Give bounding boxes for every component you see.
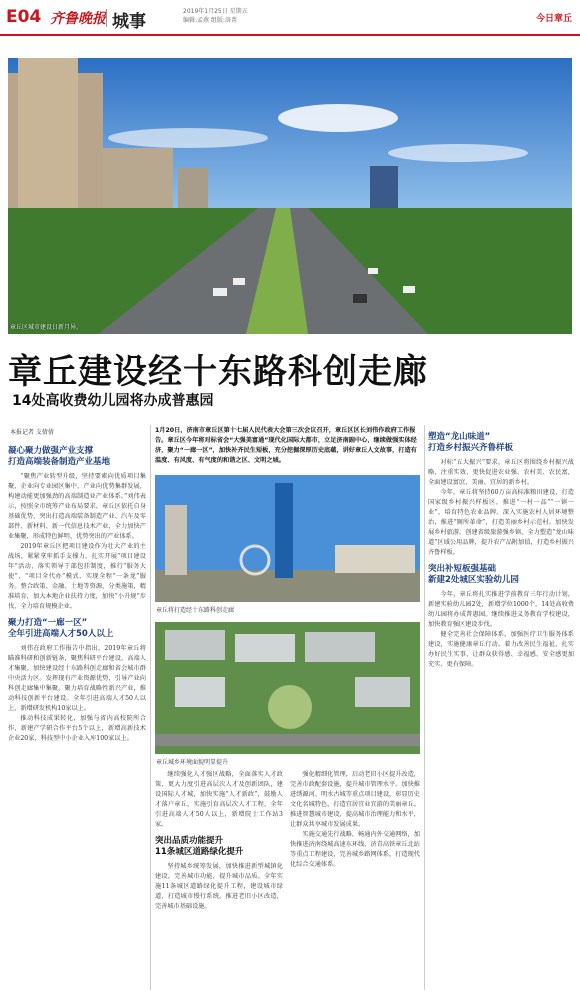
column-divider xyxy=(424,425,425,990)
body-paragraph: 刘伟在政府工作报告中指出，2019年章丘将瞄准科研和创新链条，聚焦科研平台建设、高端人才集聚，加快建设经十东路科创走廊和省会城市群中央活力区。发挥现有产业资源优势，引导产业向科创走廊集中集聚。聚力培育战略性新兴产业，推动科技创新平台建设。全年引进高端人才50人以上，新增研发机构10家以上。 xyxy=(8,645,146,712)
headline: 章丘建设经十东路科创走廊 xyxy=(8,352,428,392)
photo-caption: 章丘区城市建设日新月异。 xyxy=(10,324,83,331)
date-line xyxy=(183,7,248,25)
section-heading: 聚力打造“一廊一区” 全年引进高端人才50人以上 xyxy=(8,618,114,639)
body-paragraph: 健全完善社会保障体系，加强医疗卫生服务体系建设，实施健康章丘行动。着力改善民生福祉，扎实办好民生实事，让群众获得感、幸福感、安全感更加充实、更有保障。 xyxy=(428,631,574,668)
body-paragraph: “聚焦产业转型升级，坚持要素向优质项目集聚、企业向专业园区集中、产业向优势集群发展，构建动能更加强劲的高端制造业产业体系。”刘伟表示，按照全市统筹产业布局要求，章丘区依托自身基础优势，突出打造高端装备制造产业、汽车及零部件、新材料、新一代信息技术产业，全力加快产业集聚，形成特色鲜明、优势突出的产业体系。 xyxy=(8,473,146,540)
body-paragraph: 今年，章丘将坚持60万亩高标准粮田建设，打造国家级乡村振兴样板区，推进“一村一品”“一镇一业”，培育特色农业品牌。深入实施农村人居环境整治，推进“厕所革命”，打造美丽乡村示范村。加快发展乡村旅游，创建省级旅游强乡镇，全力塑造“龙山味道”区域公用品牌，提升农产品附加值，打造乡村振兴齐鲁样板。 xyxy=(428,489,574,556)
lead-paragraph: 1月20日，济南市章丘区第十七届人民代表大会第三次会议召开，章丘区区长刘伟作政府工作报告。章丘区今年将对标省会“大强美富通”现代化国际大都市，立足济南副中心，继续做强实体经济，聚力“一廊一区”，加快补齐民生短板，充分挖掘深厚历史底蕴，讲好章丘人文故事，打造有温度、有风度、有气度的和谐之区、文明之城。 xyxy=(155,427,417,464)
column-left xyxy=(8,440,146,988)
body-paragraph: 强化精细化管理，启动老旧小区提升改造，完善市政配套设施，提升城市管理水平。加快推进绣源河、明水古城等重点项目建设，彰显历史文化名城特色，打造宜居宜业宜游的美丽章丘。推进智慧城市建设，提高城市治理能力和水平，让群众共享城市发展成果。 xyxy=(290,771,420,828)
header-divider xyxy=(106,9,107,27)
section-heading: 突出品质功能提升 11条城区道路绿化提升 xyxy=(155,836,244,857)
body-paragraph: 推动科技成果转化，加强与省内高校院所合作，新建产学研合作平台5个以上，新增高新技术企业20家，科技型中小企业入库100家以上。 xyxy=(8,715,146,742)
section-title: 城事 xyxy=(112,12,146,32)
body-paragraph: 对标“五大振兴”要求，章丘区将围绕乡村振兴战略，注重实效、更快促进农业强、农村美、农民富，全面建设富庶、美丽、宜居的新乡村。 xyxy=(428,459,574,486)
science-corridor-photo xyxy=(155,475,420,602)
body-paragraph: 继续强化人才强区战略，全面落实人才政策，更大力度引进高层次人才及创新团队，建设国际人才城，加快实施“人才新政”，鼓励人才落户章丘，实施引育高层次人才工程，全年引进高端人才50人以上，新增院士工作站3家。 xyxy=(155,771,283,828)
section-heading: 塑造“龙山味道” 打造乡村振兴齐鲁样板 xyxy=(428,432,514,453)
column-right xyxy=(428,426,574,988)
subheadline: 14处高收费幼儿园将办成普惠园 xyxy=(12,393,214,409)
issue-date: 2019年1月25日 星期五 xyxy=(183,8,248,15)
body-paragraph: 坚持城乡统筹发展，加快推进新型城镇化建设，完善城市功能，提升城市品质。全年实施11条城区道路绿化提升工程，建设城市绿道，打造城市慢行系统。推进老旧小区改造，完善城市基础设施。 xyxy=(155,863,283,910)
body-paragraph: 实施交通先行战略，畅通内外交通网络，加快推进济南绕城高速东环线、济青高铁章丘北站等重点工程建设，完善城乡路网体系，打造现代化综合交通体系。 xyxy=(290,831,420,868)
page-number: E04 xyxy=(6,7,42,27)
newspaper-logo: 齐鲁晚报 xyxy=(50,11,106,27)
aerial-city-photo xyxy=(8,58,572,334)
img3-caption: 章丘城乡环境面貌明显提升 xyxy=(156,759,229,766)
body-paragraph: 2019年章丘区把项目建设作为壮大产业的主战场，紧紧拿牢抓手支撑力，扎实开展“项目建设年”活动，落实领导干部包挂制度，推行“服务大使”、“项目全代办”模式，实现全程“一条龙”服务。整合政策、金融、土地等资源，分类施策，精准培育，加大本地企业扶持力度，加快“小升规”步伐，全力培育规模企业。 xyxy=(8,543,146,610)
column-mid-right xyxy=(290,770,420,988)
column-divider xyxy=(150,425,151,990)
editor-credits: 编辑:孟燕 组版:洛菁 xyxy=(183,17,237,24)
column-mid-left xyxy=(155,770,283,988)
page-header xyxy=(0,0,580,36)
byline: 本报记者 支倩倩 xyxy=(10,429,54,436)
img2-caption: 章丘将打造经十东路科创走廊 xyxy=(156,607,235,614)
today-tag: 今日章丘 xyxy=(535,14,572,24)
section-heading: 凝心聚力做强产业支撑 打造高端装备制造产业基地 xyxy=(8,446,111,467)
body-paragraph: 今年，章丘将扎实推进学前教育三年行动计划，新建实验幼儿园2处，新增学位1000个，14处高收费幼儿园将办成普惠园。继续推进义务教育学校建设，加快教育强区建设步伐。 xyxy=(428,591,574,628)
urban-rural-photo xyxy=(155,622,420,754)
section-heading: 突出补短板强基础 新建2处城区实验幼儿园 xyxy=(428,564,519,585)
